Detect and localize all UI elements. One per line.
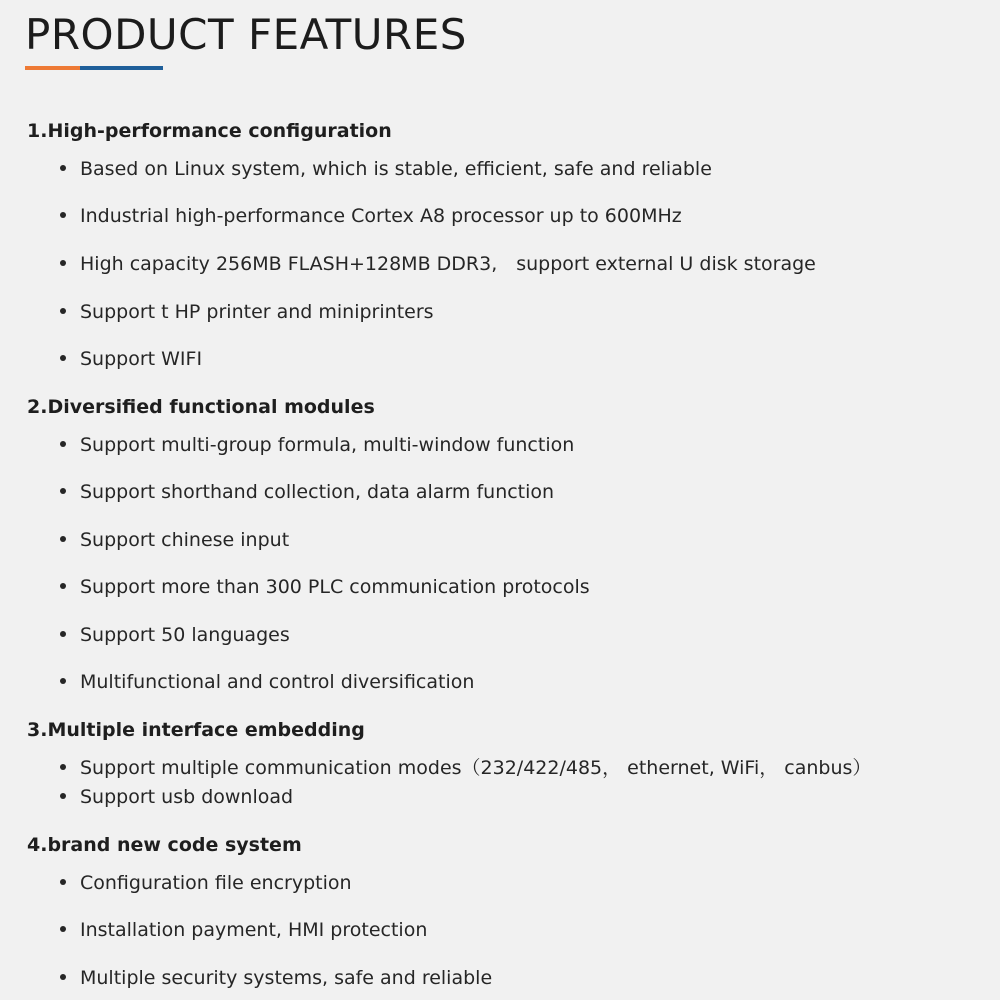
list-item	[60, 479, 554, 505]
section-heading: 3.Multiple interface embedding	[27, 719, 365, 741]
list-item	[60, 203, 682, 229]
bullet-icon	[60, 536, 66, 542]
section-heading: 1.High-performance configuration	[27, 120, 392, 142]
list-item-text: Installation payment, HMI protection	[80, 919, 428, 941]
bullet-icon	[60, 583, 66, 589]
list-item	[60, 669, 474, 695]
list-item	[60, 870, 352, 896]
list-item	[60, 156, 712, 182]
list-item	[60, 784, 293, 810]
list-item-text: Support WIFI	[80, 348, 203, 370]
list-item-text: Industrial high-performance Cortex A8 processor up to 600MHz	[80, 205, 682, 227]
list-item	[60, 574, 590, 600]
bullet-icon	[60, 260, 66, 266]
list-item	[60, 346, 202, 372]
page-title: PRODUCT FEATURES	[25, 10, 467, 59]
bullet-icon	[60, 308, 66, 314]
list-item-text: Support multiple communication modes（232/422/485， ethernet, WiFi， canbus）	[80, 757, 872, 779]
bullet-icon	[60, 678, 66, 684]
list-item	[60, 299, 434, 325]
title-underline-orange	[25, 66, 80, 70]
bullet-icon	[60, 879, 66, 885]
list-item	[60, 917, 427, 943]
list-item-text: Support 50 languages	[80, 624, 290, 646]
bullet-icon	[60, 631, 66, 637]
bullet-icon	[60, 926, 66, 932]
section-heading: 2.Diversified functional modules	[27, 396, 375, 418]
bullet-icon	[60, 488, 66, 494]
list-item	[60, 965, 492, 991]
list-item	[60, 432, 574, 458]
title-underline	[25, 66, 163, 70]
section-heading: 4.brand new code system	[27, 834, 302, 856]
title-underline-blue	[80, 66, 163, 70]
list-item-text: Configuration file encryption	[80, 872, 352, 894]
list-item-text: Support usb download	[80, 786, 294, 808]
list-item-text: Support multi-group formula, multi-window function	[80, 434, 575, 456]
bullet-icon	[60, 355, 66, 361]
bullet-icon	[60, 212, 66, 218]
list-item	[60, 251, 816, 277]
bullet-icon	[60, 165, 66, 171]
list-item-text: Support more than 300 PLC communication protocols	[80, 576, 590, 598]
bullet-icon	[60, 793, 66, 799]
bullet-icon	[60, 974, 66, 980]
list-item-text: Based on Linux system, which is stable, efficient, safe and reliable	[80, 158, 712, 180]
list-item-text: Multiple security systems, safe and reliable	[80, 967, 493, 989]
list-item	[60, 527, 289, 553]
list-item-text: Support shorthand collection, data alarm function	[80, 481, 555, 503]
list-item	[60, 755, 871, 781]
list-item	[60, 622, 290, 648]
bullet-icon	[60, 764, 66, 770]
list-item-text: Multifunctional and control diversification	[80, 671, 475, 693]
bullet-icon	[60, 441, 66, 447]
list-item-text: Support t HP printer and miniprinters	[80, 301, 434, 323]
list-item-text: High capacity 256MB FLASH+128MB DDR3, support external U disk storage	[80, 253, 816, 275]
list-item-text: Support chinese input	[80, 529, 290, 551]
